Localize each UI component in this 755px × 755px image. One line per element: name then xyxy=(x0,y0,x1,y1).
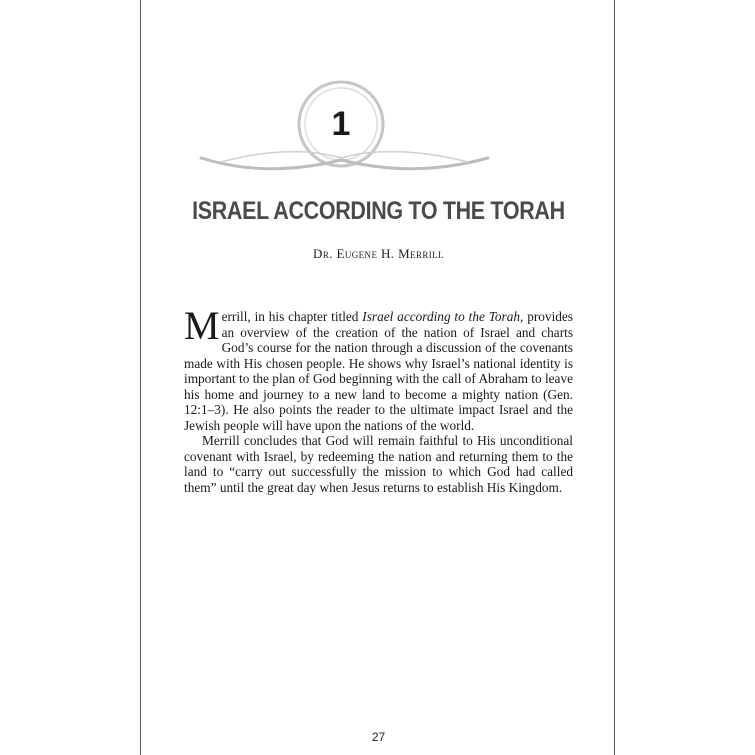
paragraph-1-rest: provides an overview of the creation of the nation of Israel and charts God’s course for the nation through a discussion of the covenants made with His chosen people. He shows why Israel’s national identity is important to the plan of God beginning with the call of Abraham to leave his home and journey to a new land to become a mighty nation (Gen. 12:1–3). He also points the reader to the ultimate impact Israel and the Jewish people will have upon the nations of the world. xyxy=(184,309,573,433)
chapter-number: 1 xyxy=(331,105,351,143)
chapter-author: Dr. Eugene H. Merrill xyxy=(313,246,444,261)
chapter-title-reference: Israel according to the Torah, xyxy=(362,309,524,324)
summary-paragraph-1 xyxy=(184,303,573,433)
page-number: 27 xyxy=(371,730,386,744)
summary-paragraph-2: Merrill concludes that God will remain faithful to His unconditional covenant with Israel, by redeeming the nation and returning them to the land to “carry out successfully the mission to which God had called them” until the great day when Jesus returns to establish His Kingdom. xyxy=(184,433,573,495)
chapter-title: ISRAEL ACCORDING TO THE TORAH xyxy=(192,197,565,225)
book-page xyxy=(140,0,615,755)
chapter-summary xyxy=(184,303,573,495)
paragraph-1-start: errill, in his chapter titled xyxy=(221,309,363,324)
drop-cap: M xyxy=(184,303,220,348)
